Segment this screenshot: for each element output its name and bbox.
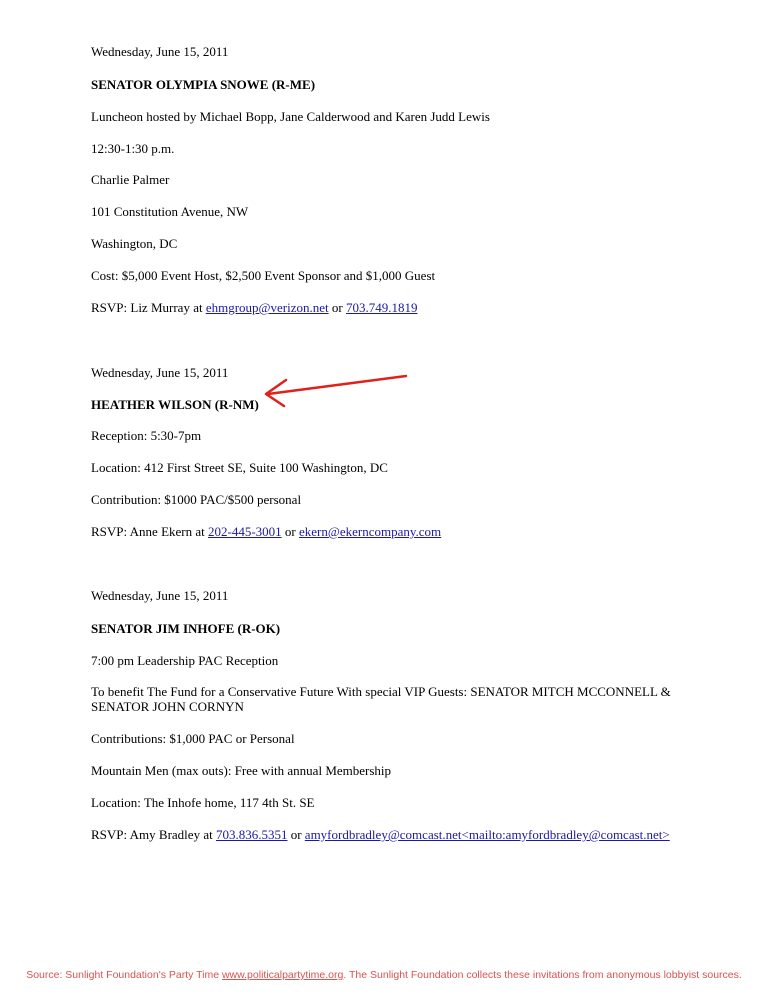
event-location: Location: 412 First Street SE, Suite 100 Washington, DC — [91, 460, 388, 475]
event-time: 12:30-1:30 p.m. — [91, 141, 175, 156]
event-date: Wednesday, June 15, 2011 — [91, 44, 229, 59]
rsvp-phone-link[interactable]: 703.836.5351 — [215, 827, 288, 842]
event-benefit-line2: SENATOR JOHN CORNYN — [91, 699, 244, 714]
event-date: Wednesday, June 15, 2011 — [91, 588, 229, 603]
event-contribution: Contribution: $1000 PAC/$500 personal — [91, 492, 302, 507]
event-city: Washington, DC — [91, 236, 178, 251]
rsvp-separator: or — [328, 300, 346, 315]
event-time: 7:00 pm Leadership PAC Reception — [91, 653, 279, 668]
event-mountain-men: Mountain Men (max outs): Free with annual Membership — [91, 763, 392, 778]
event-contributions: Contributions: $1,000 PAC or Personal — [91, 731, 295, 746]
event-date: Wednesday, June 15, 2011 — [91, 365, 229, 380]
rsvp-separator: or — [281, 524, 300, 539]
footer-link[interactable]: www.politicalpartytime.org — [221, 969, 344, 981]
rsvp-email-link[interactable]: ehmgroup@verizon.net — [205, 300, 329, 315]
event-host: Luncheon hosted by Michael Bopp, Jane Calderwood and Karen Judd Lewis — [91, 109, 490, 124]
footer-suffix: . The Sunlight Foundation collects these invitations from anonymous lobbyist sources. — [343, 969, 742, 981]
rsvp-prefix: RSVP: Liz Murray at — [91, 300, 206, 315]
rsvp-email-link[interactable]: ekern@ekerncompany.com — [299, 524, 442, 539]
event-title: HEATHER WILSON (R-NM) — [91, 397, 259, 412]
rsvp-phone-link[interactable]: 703.749.1819 — [345, 300, 418, 315]
event-title: SENATOR OLYMPIA SNOWE (R-ME) — [91, 77, 316, 92]
event-title: SENATOR JIM INHOFE (R-OK) — [91, 621, 281, 636]
rsvp-separator: or — [287, 827, 305, 842]
rsvp-phone-link[interactable]: 202-445-3001 — [208, 524, 282, 539]
event-reception: Reception: 5:30-7pm — [91, 428, 202, 443]
footer-prefix: Source: Sunlight Foundation's Party Time — [26, 969, 222, 981]
source-footer — [0, 969, 768, 981]
event-cost: Cost: $5,000 Event Host, $2,500 Event Sponsor and $1,000 Guest — [91, 268, 436, 283]
rsvp-prefix: RSVP: Amy Bradley at — [91, 827, 216, 842]
event-address: 101 Constitution Avenue, NW — [91, 204, 249, 219]
event-location: Location: The Inhofe home, 117 4th St. SE — [91, 795, 315, 810]
event-venue: Charlie Palmer — [91, 172, 170, 187]
rsvp-email-link[interactable]: amyfordbradley@comcast.net<mailto:amyfordbradley@comcast.net> — [304, 827, 670, 842]
event-benefit-line1: To benefit The Fund for a Conservative Future With special VIP Guests: SENATOR MITCH MCCONNELL & — [91, 684, 671, 699]
arrow-shaft — [268, 376, 406, 394]
rsvp-prefix: RSVP: Anne Ekern at — [91, 524, 208, 539]
